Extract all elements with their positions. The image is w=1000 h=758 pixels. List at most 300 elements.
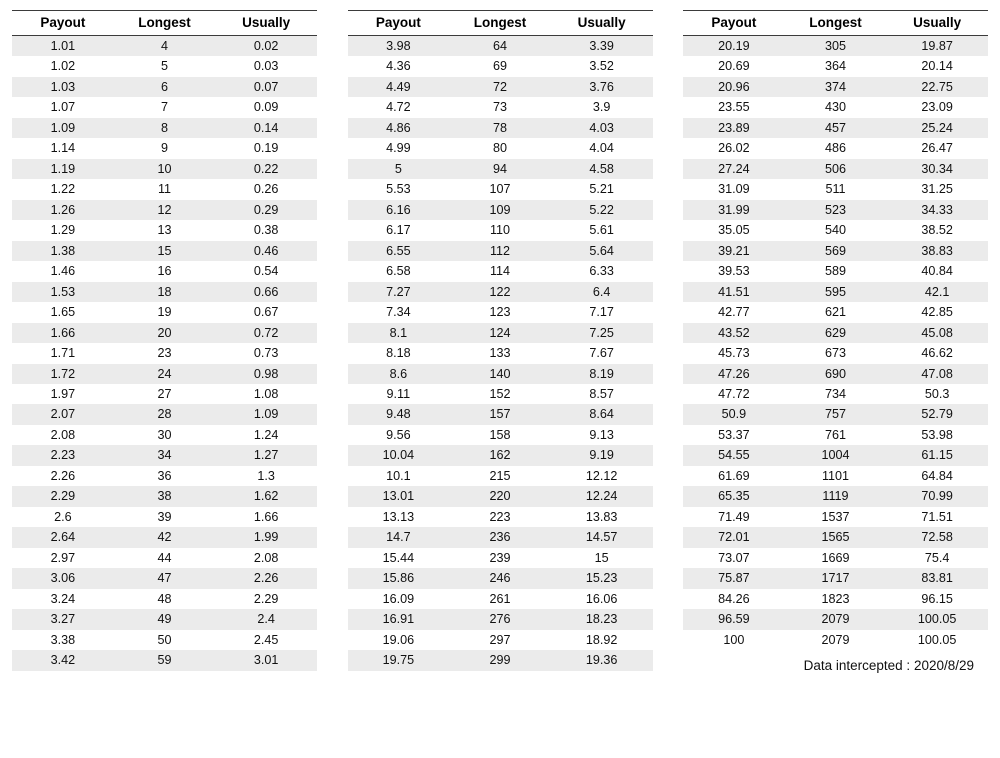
cell-usually: 38.83 [886,241,988,261]
cell-longest: 374 [785,77,887,97]
cell-usually: 4.03 [551,118,653,138]
table-row [12,527,317,547]
cell-longest: 30 [114,425,216,445]
table-row [683,261,988,281]
cell-usually: 2.08 [215,548,317,568]
cell-longest: 457 [785,118,887,138]
table-row [348,77,653,97]
cell-longest: 20 [114,323,216,343]
cell-longest: 1823 [785,589,887,609]
cell-payout: 1.26 [12,200,114,220]
cell-payout: 1.02 [12,56,114,76]
cell-payout: 39.53 [683,261,785,281]
cell-payout: 7.34 [348,302,450,322]
cell-longest: 5 [114,56,216,76]
cell-usually: 12.24 [551,486,653,506]
cell-usually: 7.67 [551,343,653,363]
cell-payout: 31.09 [683,179,785,199]
table-row [12,36,317,57]
cell-longest: 223 [449,507,551,527]
cell-longest: 761 [785,425,887,445]
cell-usually: 0.02 [215,36,317,57]
cell-usually: 26.47 [886,138,988,158]
cell-longest: 506 [785,159,887,179]
cell-usually: 0.14 [215,118,317,138]
cell-longest: 595 [785,282,887,302]
cell-usually: 100.05 [886,609,988,629]
cell-payout: 71.49 [683,507,785,527]
cell-usually: 0.67 [215,302,317,322]
cell-longest: 72 [449,77,551,97]
table-row [348,630,653,650]
cell-usually: 100.05 [886,630,988,650]
cell-longest: 158 [449,425,551,445]
table-row [683,630,988,650]
tables-container [12,10,988,673]
cell-usually: 2.45 [215,630,317,650]
table-row [12,220,317,240]
table-row [348,323,653,343]
table-row [348,364,653,384]
table-row [348,138,653,158]
cell-usually: 1.24 [215,425,317,445]
cell-longest: 47 [114,568,216,588]
cell-longest: 13 [114,220,216,240]
cell-usually: 2.4 [215,609,317,629]
cell-usually: 15.23 [551,568,653,588]
cell-longest: 49 [114,609,216,629]
cell-longest: 80 [449,138,551,158]
cell-usually: 18.92 [551,630,653,650]
cell-payout: 4.86 [348,118,450,138]
cell-usually: 7.17 [551,302,653,322]
cell-usually: 0.26 [215,179,317,199]
cell-usually: 42.1 [886,282,988,302]
cell-usually: 40.84 [886,261,988,281]
data-intercepted-note: Data intercepted : 2020/8/29 [803,658,974,674]
cell-payout: 1.01 [12,36,114,57]
cell-longest: 152 [449,384,551,404]
cell-longest: 50 [114,630,216,650]
cell-usually: 45.08 [886,323,988,343]
cell-payout: 3.27 [12,609,114,629]
cell-usually: 0.66 [215,282,317,302]
table-row [348,466,653,486]
cell-longest: 1119 [785,486,887,506]
cell-longest: 34 [114,445,216,465]
table-row [683,425,988,445]
cell-longest: 734 [785,384,887,404]
table-row [348,282,653,302]
cell-usually: 14.57 [551,527,653,547]
payout-table-left [12,10,317,671]
cell-usually: 64.84 [886,466,988,486]
cell-payout: 6.17 [348,220,450,240]
cell-usually: 0.72 [215,323,317,343]
cell-payout: 2.64 [12,527,114,547]
cell-longest: 1004 [785,445,887,465]
cell-usually: 6.33 [551,261,653,281]
cell-usually: 8.19 [551,364,653,384]
table-row [12,364,317,384]
cell-payout: 35.05 [683,220,785,240]
cell-usually: 34.33 [886,200,988,220]
table-row [348,118,653,138]
cell-usually: 5.21 [551,179,653,199]
cell-payout: 26.02 [683,138,785,158]
cell-payout: 1.66 [12,323,114,343]
cell-usually: 16.06 [551,589,653,609]
cell-longest: 78 [449,118,551,138]
column-header-usually: Usually [551,11,653,36]
column-header-payout: Payout [683,11,785,36]
table-row [683,568,988,588]
table-header-row [12,11,317,36]
cell-longest: 2079 [785,630,887,650]
cell-usually: 9.19 [551,445,653,465]
cell-longest: 1717 [785,568,887,588]
cell-usually: 1.09 [215,404,317,424]
cell-payout: 53.37 [683,425,785,445]
table-row [12,138,317,158]
cell-payout: 1.38 [12,241,114,261]
cell-usually: 8.64 [551,404,653,424]
cell-payout: 8.6 [348,364,450,384]
cell-payout: 3.42 [12,650,114,670]
cell-usually: 1.62 [215,486,317,506]
cell-longest: 69 [449,56,551,76]
cell-longest: 42 [114,527,216,547]
cell-longest: 94 [449,159,551,179]
cell-longest: 59 [114,650,216,670]
cell-payout: 10.04 [348,445,450,465]
table-row [12,445,317,465]
table-row [348,486,653,506]
table-row [12,650,317,670]
cell-usually: 83.81 [886,568,988,588]
cell-longest: 64 [449,36,551,57]
cell-usually: 3.76 [551,77,653,97]
table-row [12,466,317,486]
cell-longest: 18 [114,282,216,302]
table-row [683,56,988,76]
cell-payout: 3.24 [12,589,114,609]
cell-longest: 48 [114,589,216,609]
table-row [12,118,317,138]
table-row [683,384,988,404]
table-row [12,97,317,117]
cell-longest: 6 [114,77,216,97]
cell-longest: 220 [449,486,551,506]
cell-payout: 4.36 [348,56,450,76]
cell-usually: 1.27 [215,445,317,465]
table-row [12,589,317,609]
cell-usually: 0.09 [215,97,317,117]
table-row [348,241,653,261]
cell-longest: 297 [449,630,551,650]
cell-longest: 124 [449,323,551,343]
cell-longest: 364 [785,56,887,76]
cell-payout: 72.01 [683,527,785,547]
table-row [12,179,317,199]
table-row [683,404,988,424]
cell-payout: 4.99 [348,138,450,158]
cell-usually: 0.98 [215,364,317,384]
column-header-usually: Usually [215,11,317,36]
cell-payout: 42.77 [683,302,785,322]
cell-payout: 19.75 [348,650,450,670]
cell-usually: 15 [551,548,653,568]
cell-usually: 72.58 [886,527,988,547]
cell-payout: 5.53 [348,179,450,199]
cell-payout: 43.52 [683,323,785,343]
cell-payout: 1.65 [12,302,114,322]
table-header-right [683,11,988,36]
table-row [348,36,653,57]
cell-usually: 5.22 [551,200,653,220]
cell-usually: 30.34 [886,159,988,179]
table-row [12,261,317,281]
cell-longest: 629 [785,323,887,343]
cell-usually: 19.87 [886,36,988,57]
cell-longest: 39 [114,507,216,527]
table-row [12,200,317,220]
cell-usually: 61.15 [886,445,988,465]
cell-longest: 1101 [785,466,887,486]
cell-longest: 23 [114,343,216,363]
cell-usually: 42.85 [886,302,988,322]
cell-usually: 5.64 [551,241,653,261]
cell-usually: 6.4 [551,282,653,302]
cell-longest: 107 [449,179,551,199]
table-row [683,486,988,506]
cell-payout: 47.26 [683,364,785,384]
table-row [348,384,653,404]
cell-longest: 10 [114,159,216,179]
cell-payout: 47.72 [683,384,785,404]
cell-usually: 22.75 [886,77,988,97]
cell-payout: 20.19 [683,36,785,57]
cell-payout: 73.07 [683,548,785,568]
cell-longest: 110 [449,220,551,240]
cell-usually: 3.39 [551,36,653,57]
cell-payout: 31.99 [683,200,785,220]
table-row [348,302,653,322]
cell-usually: 5.61 [551,220,653,240]
cell-longest: 673 [785,343,887,363]
cell-longest: 157 [449,404,551,424]
cell-payout: 1.19 [12,159,114,179]
cell-payout: 4.72 [348,97,450,117]
cell-longest: 44 [114,548,216,568]
footer-container [683,650,988,673]
cell-payout: 13.01 [348,486,450,506]
table-row [348,97,653,117]
cell-usually: 0.38 [215,220,317,240]
cell-longest: 299 [449,650,551,670]
cell-longest: 4 [114,36,216,57]
table-row [683,507,988,527]
column-header-usually: Usually [886,11,988,36]
cell-usually: 75.4 [886,548,988,568]
cell-payout: 3.38 [12,630,114,650]
cell-usually: 12.12 [551,466,653,486]
table-row [348,261,653,281]
table-row [348,568,653,588]
cell-longest: 7 [114,97,216,117]
cell-longest: 122 [449,282,551,302]
table-row [348,527,653,547]
cell-usually: 3.01 [215,650,317,670]
cell-longest: 112 [449,241,551,261]
table-row [683,179,988,199]
table-row [683,364,988,384]
table-body-middle [348,36,653,671]
cell-payout: 6.16 [348,200,450,220]
table-row [348,507,653,527]
cell-longest: 261 [449,589,551,609]
cell-usually: 1.99 [215,527,317,547]
cell-payout: 6.58 [348,261,450,281]
cell-usually: 0.29 [215,200,317,220]
cell-usually: 23.09 [886,97,988,117]
table-row [12,323,317,343]
cell-payout: 2.29 [12,486,114,506]
cell-usually: 1.66 [215,507,317,527]
cell-payout: 75.87 [683,568,785,588]
cell-payout: 2.6 [12,507,114,527]
cell-payout: 50.9 [683,404,785,424]
payout-table-middle [348,10,653,671]
column-header-payout: Payout [12,11,114,36]
cell-payout: 100 [683,630,785,650]
cell-payout: 6.55 [348,241,450,261]
column-header-payout: Payout [348,11,450,36]
cell-payout: 9.56 [348,425,450,445]
cell-payout: 2.26 [12,466,114,486]
cell-payout: 65.35 [683,486,785,506]
table-block-right [683,10,988,673]
cell-longest: 15 [114,241,216,261]
cell-payout: 1.29 [12,220,114,240]
cell-payout: 41.51 [683,282,785,302]
cell-longest: 28 [114,404,216,424]
table-row [348,548,653,568]
table-row [683,445,988,465]
table-row [683,609,988,629]
cell-longest: 24 [114,364,216,384]
cell-payout: 4.49 [348,77,450,97]
column-header-longest: Longest [785,11,887,36]
cell-usually: 18.23 [551,609,653,629]
cell-payout: 15.44 [348,548,450,568]
cell-longest: 8 [114,118,216,138]
cell-payout: 2.23 [12,445,114,465]
cell-usually: 4.58 [551,159,653,179]
cell-payout: 1.46 [12,261,114,281]
cell-payout: 61.69 [683,466,785,486]
cell-longest: 1669 [785,548,887,568]
cell-usually: 0.03 [215,56,317,76]
cell-longest: 540 [785,220,887,240]
cell-payout: 20.69 [683,56,785,76]
cell-usually: 2.29 [215,589,317,609]
cell-longest: 215 [449,466,551,486]
table-row [348,159,653,179]
cell-payout: 1.22 [12,179,114,199]
cell-longest: 305 [785,36,887,57]
table-row [683,589,988,609]
cell-payout: 84.26 [683,589,785,609]
cell-longest: 9 [114,138,216,158]
column-header-longest: Longest [114,11,216,36]
cell-payout: 15.86 [348,568,450,588]
cell-payout: 96.59 [683,609,785,629]
cell-longest: 19 [114,302,216,322]
cell-usually: 19.36 [551,650,653,670]
cell-payout: 9.48 [348,404,450,424]
cell-usually: 0.19 [215,138,317,158]
table-row [348,56,653,76]
cell-usually: 0.46 [215,241,317,261]
table-row [12,609,317,629]
cell-usually: 38.52 [886,220,988,240]
cell-longest: 239 [449,548,551,568]
table-row [683,138,988,158]
cell-longest: 569 [785,241,887,261]
cell-longest: 2079 [785,609,887,629]
cell-usually: 47.08 [886,364,988,384]
cell-payout: 5 [348,159,450,179]
cell-usually: 1.3 [215,466,317,486]
cell-payout: 1.53 [12,282,114,302]
cell-payout: 7.27 [348,282,450,302]
table-row [12,77,317,97]
cell-payout: 16.91 [348,609,450,629]
cell-usually: 20.14 [886,56,988,76]
table-row [683,323,988,343]
cell-usually: 53.98 [886,425,988,445]
table-row [348,589,653,609]
table-row [348,179,653,199]
table-row [683,77,988,97]
table-row [348,343,653,363]
table-row [683,282,988,302]
table-header-row [683,11,988,36]
cell-longest: 27 [114,384,216,404]
table-body-left [12,36,317,671]
cell-longest: 589 [785,261,887,281]
cell-usually: 0.07 [215,77,317,97]
table-row [683,241,988,261]
cell-longest: 11 [114,179,216,199]
cell-payout: 23.89 [683,118,785,138]
cell-longest: 109 [449,200,551,220]
cell-payout: 13.13 [348,507,450,527]
cell-payout: 1.14 [12,138,114,158]
cell-longest: 36 [114,466,216,486]
cell-payout: 2.97 [12,548,114,568]
cell-usually: 1.08 [215,384,317,404]
cell-longest: 276 [449,609,551,629]
cell-usually: 8.57 [551,384,653,404]
table-row [348,650,653,670]
cell-longest: 12 [114,200,216,220]
cell-longest: 114 [449,261,551,281]
cell-usually: 0.73 [215,343,317,363]
cell-payout: 1.71 [12,343,114,363]
cell-payout: 1.72 [12,364,114,384]
